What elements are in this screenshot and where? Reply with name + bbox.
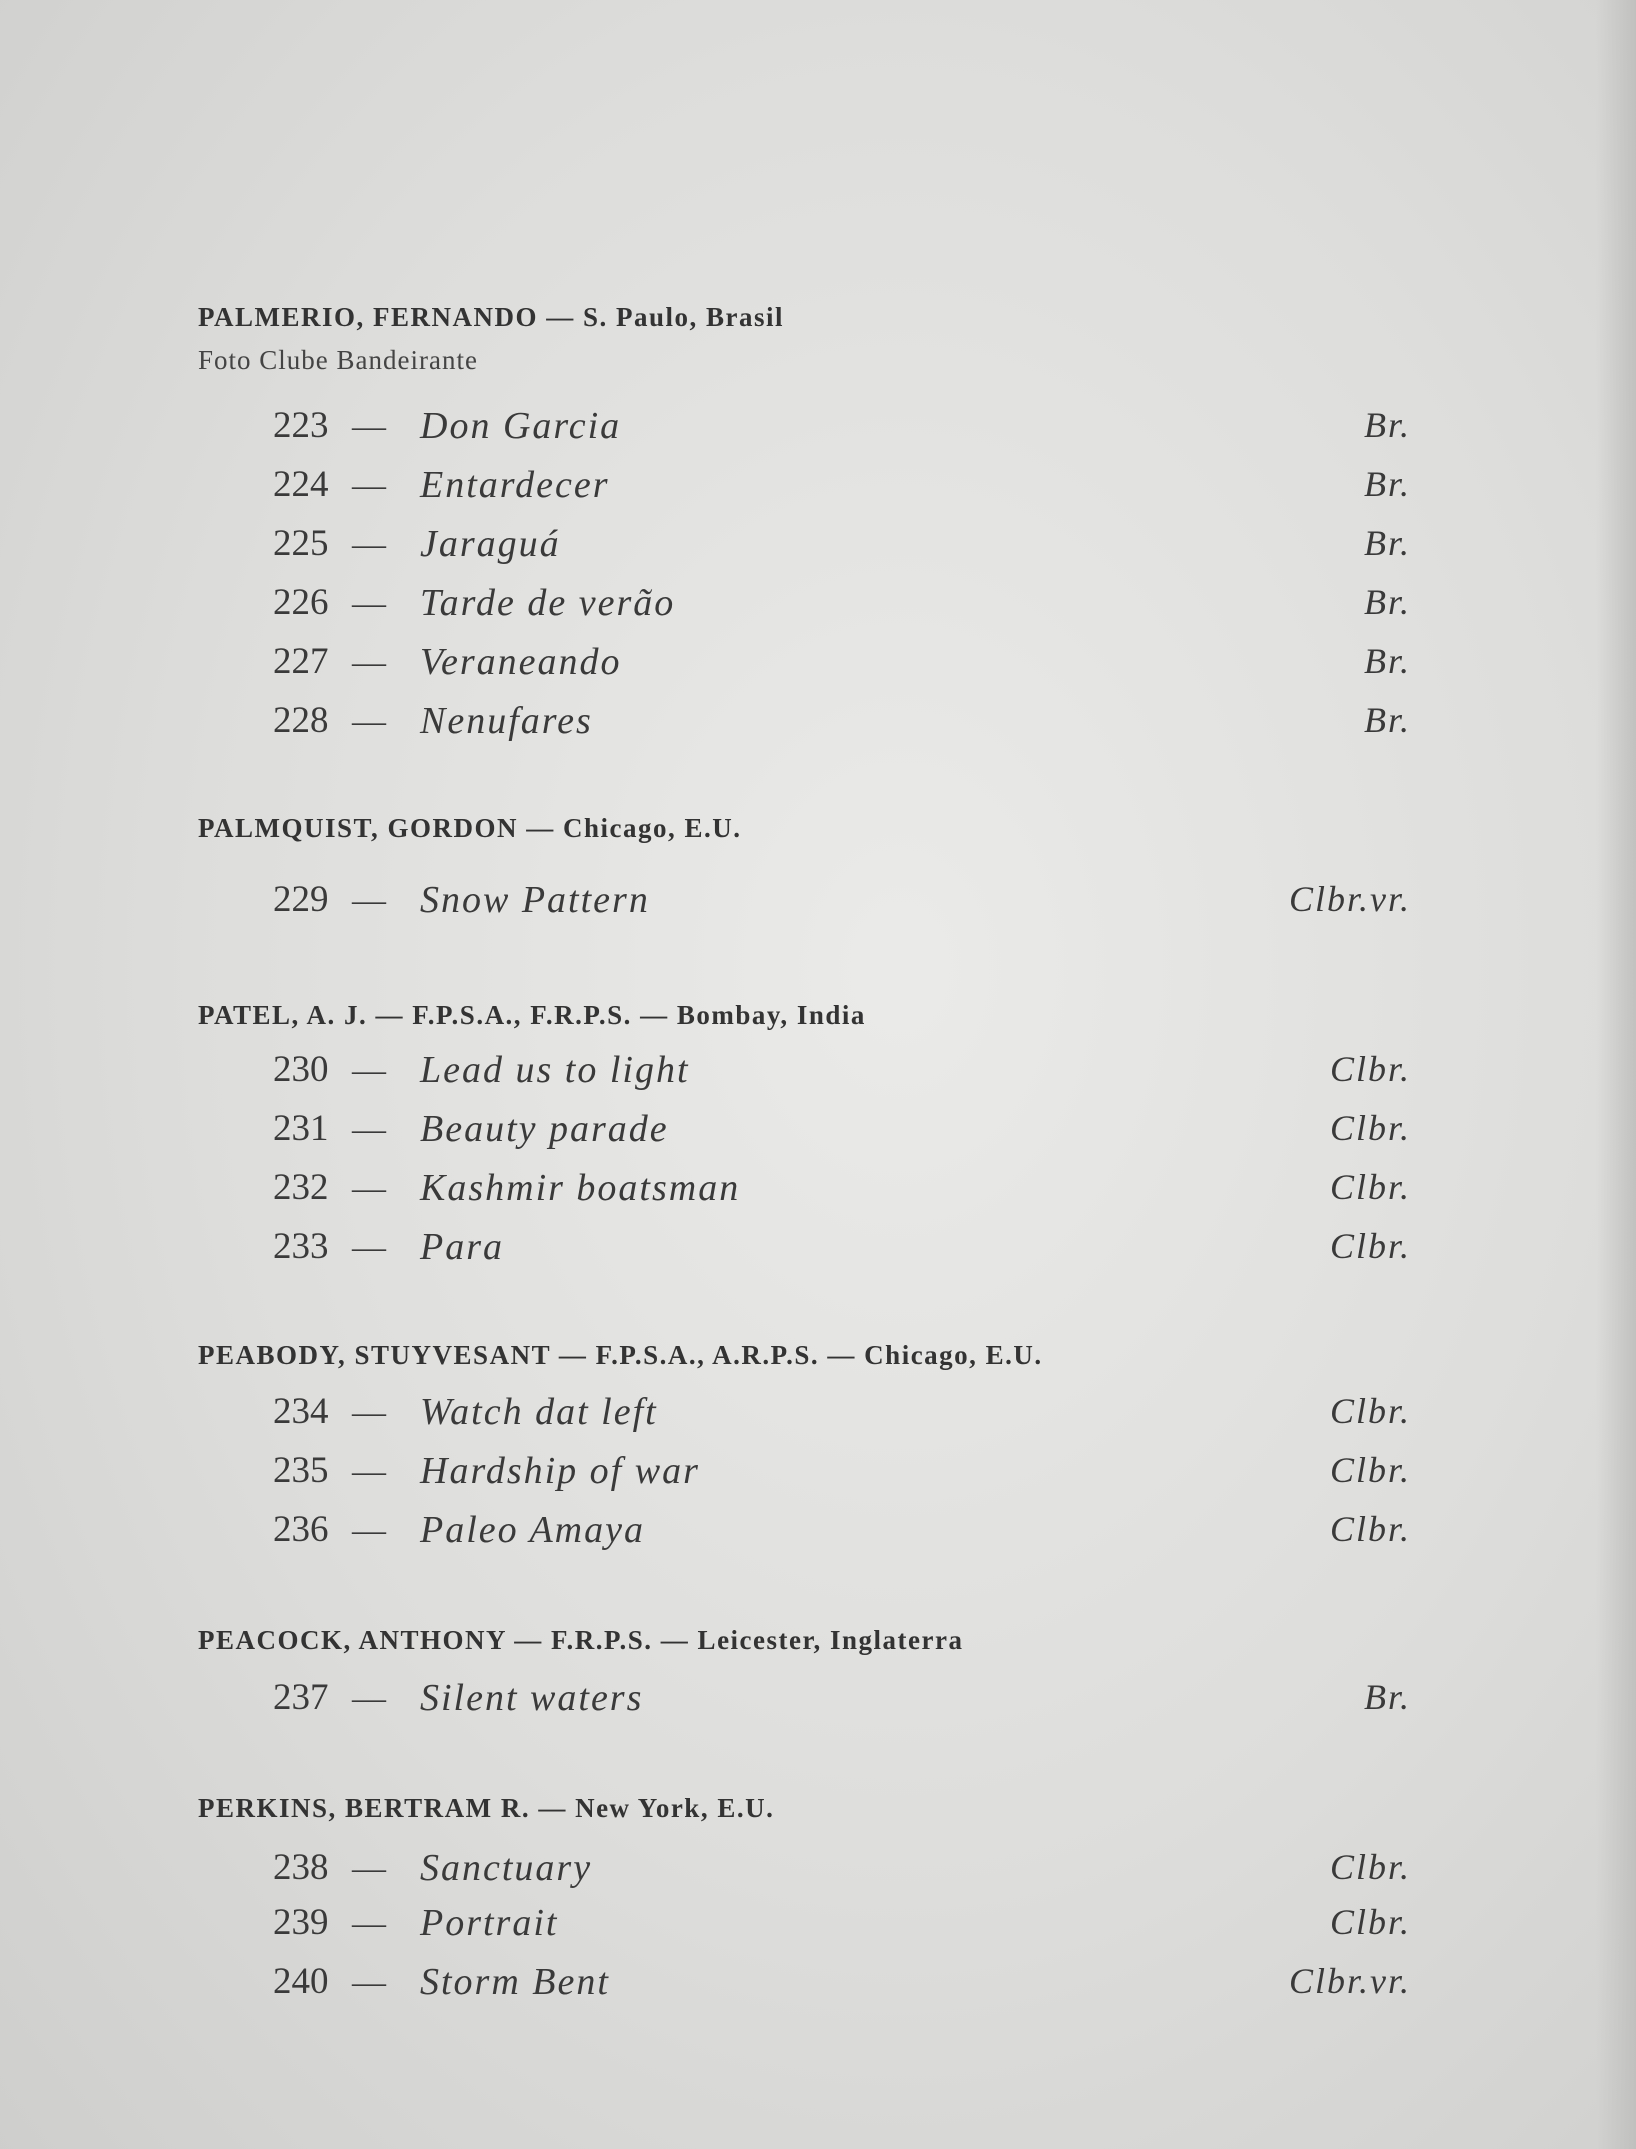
entry-number: 235: [273, 1450, 329, 1491]
entry-dash: —: [352, 882, 386, 919]
list-item: [0, 878, 1636, 936]
list-item: [0, 1960, 1636, 2018]
entry-dash: —: [352, 1170, 386, 1207]
entry-number: 224: [273, 464, 329, 505]
list-item: [0, 463, 1636, 521]
entry-dash: —: [352, 1905, 386, 1942]
entry-dash: —: [352, 644, 386, 681]
entry-title: Para: [420, 1226, 504, 1268]
exhibitor-club: Foto Clube Bandeirante: [198, 345, 478, 375]
list-item: [0, 1225, 1636, 1283]
entry-number: 223: [273, 405, 329, 446]
entry-title: Kashmir boatsman: [420, 1167, 741, 1209]
entry-category: Clbr.: [1329, 1108, 1411, 1148]
entry-category: Br.: [1363, 1677, 1411, 1717]
entry-dash: —: [352, 1512, 386, 1549]
list-item: [0, 1107, 1636, 1165]
list-item: [0, 1846, 1636, 1904]
list-item: [0, 1508, 1636, 1566]
entry-dash: —: [352, 585, 386, 622]
entry-number: 231: [273, 1108, 329, 1149]
entry-dash: —: [352, 1229, 386, 1266]
entry-title: Storm Bent: [420, 1961, 610, 2003]
entry-dash: —: [352, 1052, 386, 1089]
entry-title: Portrait: [420, 1902, 559, 1944]
list-item: [0, 404, 1636, 462]
entry-dash: —: [352, 1964, 386, 2001]
entry-title: Hardship of war: [420, 1450, 700, 1492]
entry-category: Clbr.vr.: [1288, 1961, 1411, 2001]
exhibitor-header: PALMERIO, FERNANDO — S. Paulo, Brasil: [198, 302, 785, 332]
entry-number: 232: [273, 1167, 329, 1208]
list-item: [0, 699, 1636, 757]
entry-dash: —: [352, 408, 386, 445]
entry-title: Jaraguá: [420, 523, 561, 565]
entry-dash: —: [352, 1680, 386, 1717]
entry-number: 227: [273, 641, 329, 682]
entry-category: Clbr.: [1329, 1509, 1411, 1549]
entry-number: 226: [273, 582, 329, 623]
list-item: [0, 1048, 1636, 1106]
entry-title: Snow Pattern: [420, 879, 650, 921]
list-item: [0, 1676, 1636, 1734]
entry-title: Beauty parade: [420, 1108, 669, 1150]
entry-number: 230: [273, 1049, 329, 1090]
entry-dash: —: [352, 1394, 386, 1431]
entry-title: Nenufares: [420, 700, 593, 742]
entry-category: Br.: [1363, 405, 1411, 445]
entry-category: Br.: [1363, 582, 1411, 622]
entry-category: Clbr.: [1329, 1391, 1411, 1431]
entry-dash: —: [352, 467, 386, 504]
exhibitor-header: PALMQUIST, GORDON — Chicago, E.U.: [198, 813, 742, 843]
entry-title: Watch dat left: [420, 1391, 658, 1433]
entry-number: 236: [273, 1509, 329, 1550]
list-item: [0, 1901, 1636, 1959]
entry-number: 240: [273, 1961, 329, 2002]
entry-dash: —: [352, 1111, 386, 1148]
entry-number: 233: [273, 1226, 329, 1267]
list-item: [0, 1390, 1636, 1448]
entry-number: 234: [273, 1391, 329, 1432]
entry-number: 238: [273, 1847, 329, 1888]
entry-number: 225: [273, 523, 329, 564]
list-item: [0, 522, 1636, 580]
exhibitor-header: PERKINS, BERTRAM R. — New York, E.U.: [198, 1793, 775, 1823]
exhibitor-header: PEACOCK, ANTHONY — F.R.P.S. — Leicester, Inglaterra: [198, 1625, 964, 1655]
entry-title: Entardecer: [420, 464, 610, 506]
entry-category: Clbr.: [1329, 1226, 1411, 1266]
entry-dash: —: [352, 703, 386, 740]
entry-category: Clbr.: [1329, 1450, 1411, 1490]
exhibitor-header: PEABODY, STUYVESANT — F.P.S.A., A.R.P.S. — Chicago, E.U.: [198, 1340, 1043, 1370]
entry-title: Paleo Amaya: [420, 1509, 645, 1551]
entry-title: Sanctuary: [420, 1847, 593, 1889]
list-item: [0, 581, 1636, 639]
exhibitor-header: PATEL, A. J. — F.P.S.A., F.R.P.S. — Bombay, India: [198, 1000, 866, 1030]
entry-category: Clbr.vr.: [1288, 879, 1411, 919]
entry-dash: —: [352, 526, 386, 563]
entry-title: Lead us to light: [420, 1049, 690, 1091]
list-item: [0, 1166, 1636, 1224]
entry-category: Clbr.: [1329, 1847, 1411, 1887]
list-item: [0, 640, 1636, 698]
entry-title: Veraneando: [420, 641, 622, 683]
entry-category: Clbr.: [1329, 1902, 1411, 1942]
entry-category: Clbr.: [1329, 1049, 1411, 1089]
entry-number: 229: [273, 879, 329, 920]
list-item: [0, 1449, 1636, 1507]
entry-dash: —: [352, 1453, 386, 1490]
entry-category: Clbr.: [1329, 1167, 1411, 1207]
entry-category: Br.: [1363, 464, 1411, 504]
entry-category: Br.: [1363, 523, 1411, 563]
entry-number: 237: [273, 1677, 329, 1718]
entry-category: Br.: [1363, 700, 1411, 740]
entry-category: Br.: [1363, 641, 1411, 681]
entry-number: 239: [273, 1902, 329, 1943]
entry-dash: —: [352, 1850, 386, 1887]
entry-title: Don Garcia: [420, 405, 622, 447]
entry-title: Tarde de verão: [420, 582, 676, 624]
entry-number: 228: [273, 700, 329, 741]
entry-title: Silent waters: [420, 1677, 644, 1719]
